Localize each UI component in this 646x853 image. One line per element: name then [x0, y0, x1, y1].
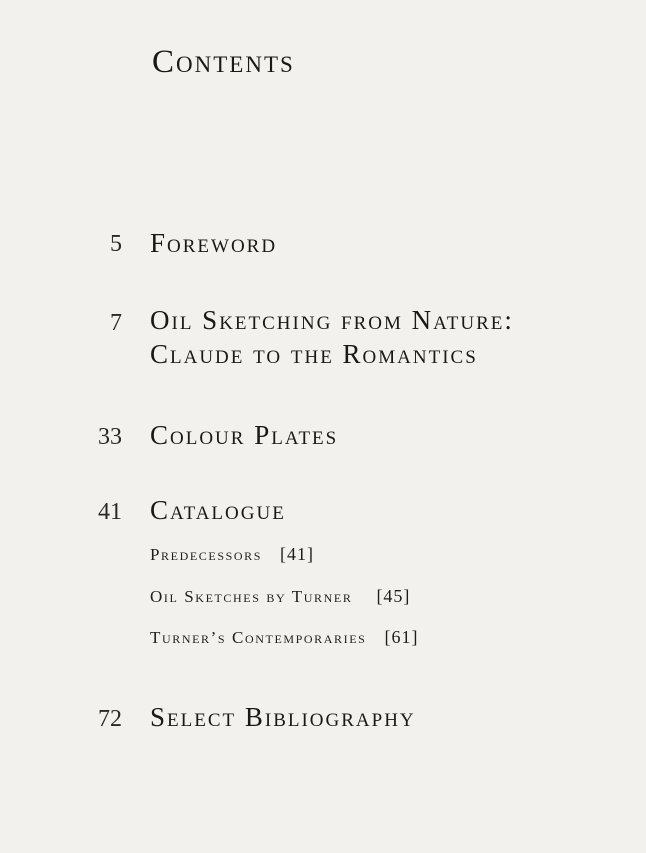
toc-subentry-page-ref: [41] — [280, 544, 315, 564]
toc-heading-line: Claude to the Romantics — [150, 339, 478, 369]
toc-heading-line: Select Bibliography — [150, 702, 416, 732]
toc-subentry-oil-sketches-by-turner[interactable] — [150, 585, 410, 608]
toc-page-number: 7 — [110, 310, 122, 336]
toc-subentry-page-ref: [61] — [384, 627, 419, 647]
toc-heading — [150, 418, 338, 452]
toc-subentry-page-ref: [45] — [376, 586, 411, 606]
toc-heading — [150, 700, 416, 734]
toc-heading — [150, 303, 514, 371]
toc-subentry-label: Predecessors — [150, 545, 263, 564]
toc-subentry-predecessors[interactable] — [150, 543, 314, 566]
toc-heading-line: Catalogue — [150, 495, 286, 525]
toc-heading — [150, 226, 277, 260]
toc-subentry-label: Turner’s Contemporaries — [150, 628, 367, 647]
toc-page-number: 41 — [98, 499, 122, 525]
toc-heading-line: Colour Plates — [150, 420, 339, 450]
toc-heading-line: Foreword — [150, 228, 278, 258]
toc-heading-line: Oil Sketching from Nature: — [150, 305, 514, 335]
page-title: Contents — [152, 44, 295, 80]
toc-subentry-turners-contemporaries[interactable] — [150, 626, 418, 649]
toc-page-number: 33 — [98, 424, 122, 450]
toc-heading — [150, 493, 286, 527]
toc-page-number: 72 — [98, 706, 122, 732]
toc-page-number: 5 — [110, 231, 122, 257]
toc-subentry-label: Oil Sketches by Turner — [150, 587, 353, 606]
